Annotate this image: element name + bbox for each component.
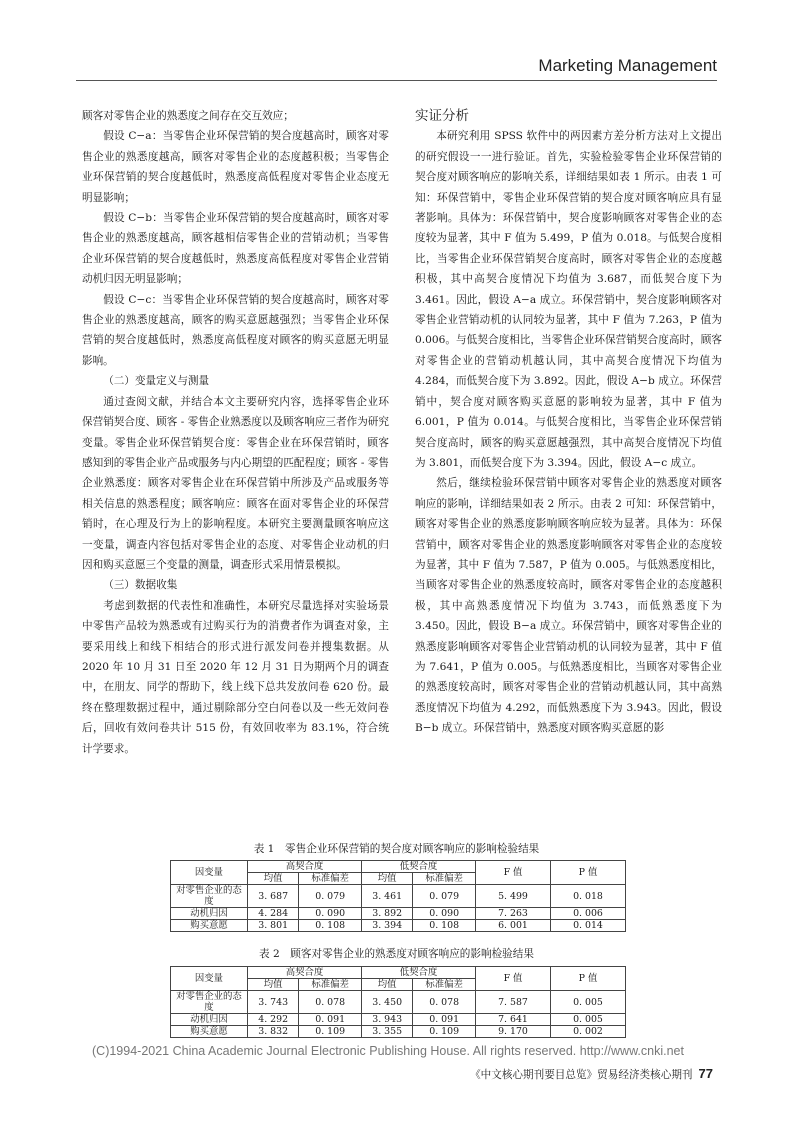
table-header-cell: F 值 (476, 861, 551, 885)
table-cell: 动机归因 (171, 908, 248, 920)
table-cell: 9. 170 (476, 1026, 551, 1038)
table-header-cell: 因变量 (171, 861, 248, 885)
table2-caption: 表 2 顾客对零售企业的熟悉度对顾客响应的影响检验结果 (259, 948, 534, 960)
hypothesis-c-a: 假设 C−a：当零售企业环保营销的契合度越高时，顾客对零售企业的熟悉度越高，顾客对零售企业的态度越积极；当零售企业环保营销的契合度越低时，熟悉度高低程度对零售企业态度无明显影响； (82, 130, 389, 204)
table-cell: 0. 090 (413, 908, 476, 920)
table-cell: 购买意愿 (171, 1026, 248, 1038)
journal-name: 《中文核心期刊要目总览》贸易经济类核心期刊 (470, 1069, 693, 1081)
table-row (171, 885, 626, 908)
right-column (415, 106, 722, 739)
table-header-cell: P 值 (551, 861, 626, 885)
subheading-variable-definition: （二）变量定义与测量 (103, 375, 210, 388)
table-header-cell: 标准偏差 (413, 979, 476, 991)
table-cell: 购买意愿 (171, 920, 248, 932)
table-header-cell: 高契合度 (248, 967, 362, 979)
table-cell: 3. 461 (361, 885, 412, 908)
table-cell: 0. 078 (299, 991, 362, 1014)
table-cell: 7. 641 (476, 1014, 551, 1026)
table-cell: 3. 943 (361, 1014, 412, 1026)
paragraph: 本研究利用 SPSS 软件中的两因素方差分析方法对上文提出的研究假设一一进行验证。首先，实验检验零售企业环保营销的契合度对顾客响应的影响关系，详细结果如表 1 所示。由表 1 可知：环保营销中，零售企业环保营销的契合度对顾客响应具有显著影响。具体为：环保营销中，契合度影响顾客对零售企业的态度较为显著，其中 F 值为 5.499，P 值为 0.018。与低契合度相比，当零售企业环保营销契合度高时，顾客对零售企业的态度越积极，其中高契合度情况下均值为 3.687，而低契合度下为 3.461。因此，假设 A−a 成立。环保营销中，契合度影响顾客对零售企业营销动机的认同较为显著，其中 F 值为 7.263，P 值为 0.006。与低契合度相比，当零售企业环保营销契合度高时，顾客对零售企业的营销动机越认同，其中高契合度情况下均值为 4.284，而低契合度下为 3.892。因此，假设 A−b 成立。环保营销中，契合度对顾客购买意愿的影响较为显著，其中 F 值为 6.001，P 值为 0.014。与低契合度相比，当零售企业环保营销契合度高时，顾客的购买意愿越强烈，其中高契合度情况下均值为 3.801，而低契合度下为 3.394。因此，假设 A−c 成立。 (415, 130, 722, 469)
table-cell: 对零售企业的态度 (171, 991, 248, 1014)
table-header-cell: 标准偏差 (413, 873, 476, 885)
table-cell: 3. 892 (361, 908, 412, 920)
table2 (170, 966, 626, 1038)
table-cell: 0. 018 (551, 885, 626, 908)
table-cell: 6. 001 (476, 920, 551, 932)
table-cell: 4. 292 (248, 1014, 299, 1026)
hypothesis-c-c: 假设 C−c：当零售企业环保营销的契合度越高时，顾客对零售企业的熟悉度越高，顾客的购买意愿越强烈；当零售企业环保营销的契合度越低时，熟悉度高低程度对顾客的购买意愿无明显影响。 (82, 293, 389, 367)
table-header-cell: 高契合度 (248, 861, 362, 873)
table1 (170, 860, 626, 932)
table-cell: 3. 801 (248, 920, 299, 932)
paragraph: 顾客对零售企业的熟悉度之间存在交互效应； (82, 110, 294, 122)
header-rule (76, 80, 717, 81)
table-cell: 5. 499 (476, 885, 551, 908)
table-cell: 7. 587 (476, 991, 551, 1014)
table-row (171, 908, 626, 920)
page-number: 77 (698, 1066, 713, 1081)
table-cell: 3. 450 (361, 991, 412, 1014)
table-header-cell: 低契合度 (361, 967, 475, 979)
paragraph: 然后，继续检验环保营销中顾客对零售企业的熟悉度对顾客响应的影响，详细结果如表 2 所示。由表 2 可知：环保营销中，顾客对零售企业的熟悉度影响顾客响应较为显著。具体为：环保营销中，顾客对零售企业的熟悉度影响顾客对零售企业的态度较为显著，其中 F 值为 7.587，P 值为 0.005。与低熟悉度相比，当顾客对零售企业的熟悉度较高时，顾客对零售企业的态度越积极，其中高熟悉度情况下均值为 3.743，而低熟悉度下为 3.450。因此，假设 B−a 成立。环保营销中，顾客对零售企业的熟悉度影响顾客对零售企业营销动机的认同较为显著，其中 F 值为 7.641，P 值为 0.005。与低熟悉度相比，当顾客对零售企业的熟悉度较高时，顾客对零售企业的营销动机越认同，其中高熟悉度情况下均值为 4.292，而低熟悉度下为 3.943。因此，假设 B−b 成立。环保营销中，熟悉度对顾客购买意愿的影 (415, 477, 722, 735)
table-cell: 3. 743 (248, 991, 299, 1014)
table-header-cell: 标准偏差 (299, 979, 362, 991)
table-header-cell: 均值 (248, 873, 299, 885)
table-row (171, 920, 626, 932)
table-row (171, 1014, 626, 1026)
table-cell: 3. 394 (361, 920, 412, 932)
table1-caption: 表 1 零售企业环保营销的契合度对顾客响应的影响检验结果 (253, 843, 540, 855)
table-header-cell: 均值 (248, 979, 299, 991)
paragraph: 通过查阅文献，并结合本文主要研究内容，选择零售企业环保营销契合度、顾客 - 零售企业熟悉度以及顾客响应三者作为研究变量。零售企业环保营销契合度：零售企业在环保营销时，顾客感知到的零售企业产品或服务与内心期望的匹配程度；顾客 - 零售企业熟悉度：顾客对零售企业在环保营销中所涉及产品或服务等相关信息的熟悉程度；顾客响应：顾客在面对零售企业的环保营销时，在心理及行为上的影响程度。本研究主要测量顾客响应这一变量，调查内容包括对零售企业的态度、对零售企业动机的归因和购买意愿三个变量的测量，调查形式采用情景模拟。 (82, 395, 389, 571)
table-header-cell: 均值 (361, 873, 412, 885)
table-cell: 0. 109 (299, 1026, 362, 1038)
table-header-cell: 标准偏差 (299, 873, 362, 885)
table-cell: 0. 091 (413, 1014, 476, 1026)
table-cell: 0. 006 (551, 908, 626, 920)
table-cell: 0. 108 (413, 920, 476, 932)
table-cell: 0. 079 (413, 885, 476, 908)
table-row (171, 1026, 626, 1038)
table-cell: 0. 079 (299, 885, 362, 908)
table-row (171, 991, 626, 1014)
table-cell: 0. 078 (413, 991, 476, 1014)
table-header-cell: 低契合度 (361, 861, 475, 873)
table-cell: 0. 005 (551, 1014, 626, 1026)
table-cell: 4. 284 (248, 908, 299, 920)
running-header-title: Marketing Management (538, 56, 717, 75)
left-column (82, 106, 389, 759)
table-cell: 0. 109 (413, 1026, 476, 1038)
table-cell: 对零售企业的态度 (171, 885, 248, 908)
copyright-notice: (C)1994-2021 China Academic Journal Electronic Publishing House. All rights reserved. http://www.cnki.net (92, 1044, 684, 1058)
subheading-data-collection: （三）数据收集 (103, 579, 178, 592)
paragraph: 考虑到数据的代表性和准确性，本研究尽量选择对实验场景中零售产品较为熟悉或有过购买行为的消费者作为调查对象，主要采用线上和线下相结合的形式进行派发问卷并搜集数据。从 2020 年 10 月 31 日至 2020 年 12 月 31 日为期两个月的调查中，在朋友、同学的帮助下，线上线下总共发放问卷 620 份。最终在整理数据过程中，通过剔除部分空白问卷以及一些无效问卷后，回收有效问卷共计 515 份，有效回收率为 83.1%，符合统计学要求。 (82, 599, 389, 755)
page-footer (470, 1066, 713, 1082)
table-cell: 0. 108 (299, 920, 362, 932)
table-header-cell: 均值 (361, 979, 412, 991)
hypothesis-c-b: 假设 C−b：当零售企业环保营销的契合度越高时，顾客对零售企业的熟悉度越高，顾客越相信零售企业的营销动机；当零售企业环保营销的契合度越低时，熟悉度高低程度对零售企业营销动机归因无明显影响； (82, 212, 389, 286)
table-cell: 3. 355 (361, 1026, 412, 1038)
table-cell: 0. 005 (551, 991, 626, 1014)
table-cell: 0. 091 (299, 1014, 362, 1026)
table-cell: 7. 263 (476, 908, 551, 920)
table-header-cell: F 值 (476, 967, 551, 991)
table-cell: 3. 832 (248, 1026, 299, 1038)
table-header-cell: 因变量 (171, 967, 248, 991)
table-cell: 0. 014 (551, 920, 626, 932)
section-heading: 实证分析 (415, 108, 469, 124)
table-cell: 0. 090 (299, 908, 362, 920)
table-header-cell: P 值 (551, 967, 626, 991)
table-cell: 0. 002 (551, 1026, 626, 1038)
table-cell: 动机归因 (171, 1014, 248, 1026)
table-cell: 3. 687 (248, 885, 299, 908)
